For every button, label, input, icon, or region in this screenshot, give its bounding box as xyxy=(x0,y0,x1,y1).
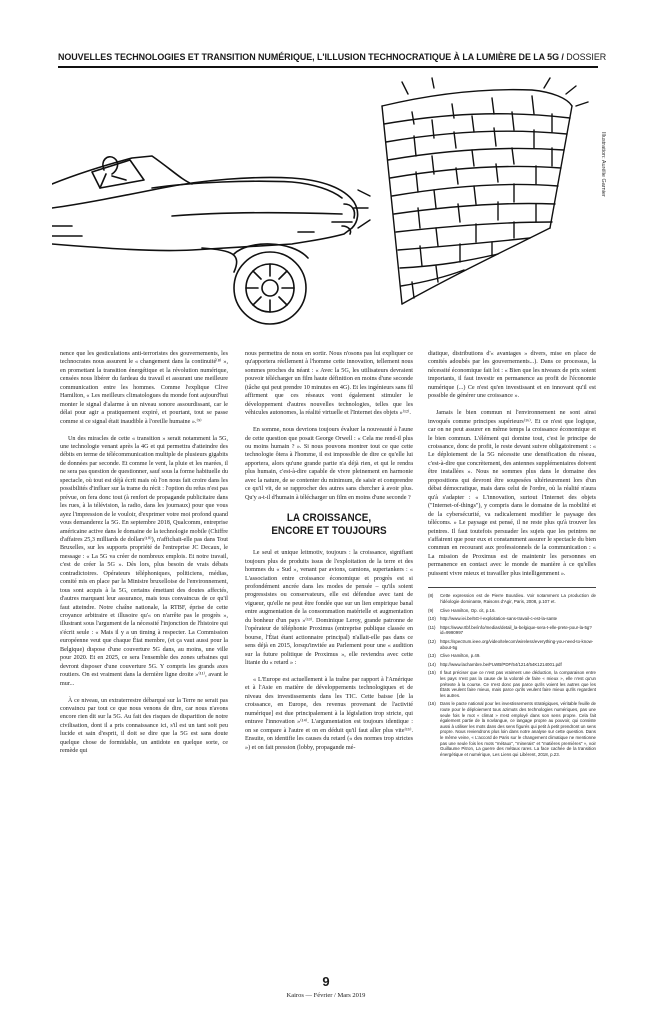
footnote-number: (15) xyxy=(428,670,436,676)
page-number: 9 xyxy=(322,974,330,989)
header-title: NOUVELLES TECHNOLOGIES ET TRANSITION NUMÉRIQUE, L'ILLUSION TECHNOCRATIQUE À LA LUMIÈRE DE LA 5G xyxy=(58,52,559,63)
footnote-text: Clive Hamilton, Op. cit, p.16. xyxy=(440,607,496,613)
footnote-number: (8) xyxy=(428,593,434,599)
col2-paragraph-2: En somme, nous devrions toujours évaluer la nouveauté à l'aune de cette question que posait George Orwell : « Cela me rend-il plus ou moins humain ? ». Si nous pouvons montrer tout ce que cette technologie ôtera à l'homme, il est impossible de dire ce qu'elle lui apportera, alors qu'une grande partie n'a déjà rien, et qui le rendra plus humain, c'est-à-dire capable de vivre pleinement en harmonie avec la nature, de se contenter du minimum, de saisir et comprendre ce qu'il vit, de se rapprocher des autres sans chercher à avoir plus. Qu'y a-t-il d'humain à télécharger un film en moins d'une seconde ? xyxy=(245,427,413,501)
footnote xyxy=(428,608,596,614)
footnote-link[interactable]: http://www.lachambre.be/FLWB/PDF/54/1214/54K1214001.pdf xyxy=(440,661,562,667)
header-section: DOSSIER xyxy=(566,52,607,63)
footnote xyxy=(428,670,596,698)
col2-paragraph-3: Le seul et unique leitmotiv, toujours : la croissance, signifiant toujours plus de produits issus de l'exploitation de la terre et des hommes du « Sud », venant par avions, camions, supertankers : « L'association entre croissance économique et progrès est si profondément ancrée dans les modes de pensée – qu'ils soient progressistes ou conservateurs, elle est défendue avec tant de vigueur, qu'elle ne peut être fondée que sur un lien empirique banal entre augmentation de la consommation matérielle et augmentation du bonheur d'un pays »⁽¹³⁾. Dominique Leroy, grande patronne de l'opérateur de téléphonie Proximus (entreprise publique classée en bourse, l'État étant actionnaire principal) n'allait-elle pas dans ce sens déjà en 2015, lorsqu'invitée au Parlement pour une « audition sur la future politique de Proximus », elle reviendra avec cette litanie du « retard » : xyxy=(245,550,413,667)
footnote-number: (16) xyxy=(428,701,436,707)
footnote xyxy=(428,616,596,622)
col2-paragraph-1: nous permettra de nous en sortir. Nous n'osons pas lui expliquer ce qu'apportera réellement à l'homme cette innovation, tellement nous sommes proches du néant : « Avec la 5G, les utilisateurs devraient pouvoir télécharger un film haute définition en moins d'une seconde (tâche qui peut prendre 10 minutes en 4G). Et les ingénieurs sans fil affirment que ces réseaux vont également stimuler le développement d'autres nouvelles technologies, telles que les véhicules autonomes, la réalité virtuelle et l'Internet des objets »⁽¹²⁾. xyxy=(245,351,413,417)
col2-paragraph-4: « L'Europe est actuellement à la traîne par rapport à l'Amérique et à l'Asie en matière de développements technologiques et de niveau des investissements dans les TIC. Cette baisse [de la croissance, en Europe, des revenus provenant de l'activité numérique] est due principalement à la législation trop stricte, qui entrave l'innovation »⁽¹⁴⁾. L'argumentation est toujours identique : on se compare à l'autre et on en déduit qu'il faut aller plus vite⁽¹⁵⁾. Ensuite, on identifie les causes du retard (« des normes trop strictes ») et on fait pression (lobby, propagande mé- xyxy=(245,676,413,751)
footnote-link[interactable]: https://www.rtbf.be/info/medias/detail_la-belgique-sera-t-elle-prete-pour-la-5g?id=9990997 xyxy=(440,624,592,636)
illustration-credit: Illustration: Aurélie Garnier xyxy=(600,132,606,197)
section-subheading xyxy=(253,512,404,537)
column-2 xyxy=(245,350,413,760)
col1-paragraph-1: nence que les gesticulations anti-terroristes des gouvernements, les technocrates nous assurent le « changement dans la continuité⁽⁸⁾ », en promettant la transition énergétique et la révolution numérique, censées nous libérer du fardeau du travail et assurant une meilleure communication entre les hommes. Comme l'explique Clive Hamilton, « Les meilleurs climatologues du monde font aujourd'hui monter le signal d'alarme à un niveau sonore assourdissant, car le délai pour agir a pratiquement expiré, et pourtant, tout se passe comme si ce signal était inaudible à l'oreille humaine ».⁽⁹⁾ xyxy=(60,351,228,425)
car-and-wall-illustration xyxy=(52,76,600,346)
footnote-number: (14) xyxy=(428,661,436,667)
footnote xyxy=(428,653,596,659)
footnote-text: Cette expression est de Pierre Bourdieu. Voir notamment La production de l'idéologie dominante, Raisons d'Agir, Paris, 2008, p.107 et. xyxy=(440,593,596,605)
footnote-number: (9) xyxy=(428,607,434,613)
header-separator: / xyxy=(558,52,567,63)
footnote xyxy=(428,593,596,604)
footnote xyxy=(428,662,596,668)
publication-footer: Kairos — Février / Mars 2019 xyxy=(286,992,366,999)
subheading-line-2: ENCORE ET TOUJOURS xyxy=(271,524,387,537)
footnote-text: Clive Hamilton, p.49. xyxy=(440,653,481,659)
footnote-number: (12) xyxy=(428,639,436,645)
footnotes xyxy=(428,593,596,757)
col3-paragraph-1: diatique, distributions d'« avantages » divers, mise en place de comités adoubés par les gouvernements...). Dans ce processus, la nécessité économique fait loi : « Bien que les niveaux de prix soient importants, il faut investir en permanence au profit de l'économie numérique (...) Ce n'est qu'en investissant et en innovant qu'il est possible de générer une croissance ». xyxy=(428,351,596,400)
footnote xyxy=(428,701,596,757)
footnote xyxy=(428,639,596,650)
footnote xyxy=(428,625,596,636)
footnote-link[interactable]: https://spectrum.ieee.org/video/telecom/wireless/everything-you-need-to-know-about-5g xyxy=(440,639,594,650)
column-1 xyxy=(60,350,228,764)
col1-paragraph-3: À ce niveau, un extraterrestre débarqué sur la Terre ne serait pas convaincu par tout ce que nous venons de dire, car nous n'avons encore rien dit sur la 5G. Au fait des risques de disparition de notre civilisation, dont il a pris connaissance ici, s'il est un tant soit peu lucide et sain d'esprit, il doit se dire que la 5G est sans doute quelque chose de formidable, un antidote en quelque sorte, ce remède qui xyxy=(60,697,228,755)
header-rule xyxy=(58,66,598,68)
footnote-number: (10) xyxy=(428,616,436,622)
footnotes-rule xyxy=(428,587,596,588)
footnote-text: Il faut préciser que ce n'est pas vraiment une déduction, la comparaison entre les pays n'est pas la cause de la volonté de faire « mieux », elle n'est qu'un prétexte à la course. Ce n'est donc pas parce qu'ils voient les autres que les États veulent faire mieux, mais parce qu'ils veulent faire mieux qu'ils regardent les autres. xyxy=(440,670,596,698)
col3-paragraph-2: Jamais le bien commun ni l'environnement ne sont ainsi invoqués comme principes supérieurs⁽¹⁶⁾. Et ce n'est que logique, car on ne peut assurer en même temps la croissance économique et le bien commun. L'élément qui domine tout, c'est le principe de croissance, donc de profit, le reste devant suivre obligatoirement : « Le déploiement de la 5G nécessite une densification du réseau, c'est-à-dire que concrètement, des antennes supplémentaires doivent être installées ». Nous ne sommes plus dans le domaine des propositions qui devront être soupesées ultérieurement lors d'un débat démocratique, mais dans celui de l'ordre, où la réalité n'aura qu'à s'adapter : « L'innovation, surtout l'Internet des objets ("Internet-of-things"), y compris dans le domaine de la mobilité et de la cybersécurité, va radicalement modifier le paysage des télécoms. » Le paysage est pensé, il ne reste plus qu'à trouver les peintres. Il faut toutefois persuader les sujets que les peintres ne s'affairent que pour eux et constamment assurer le spectacle du bien commun en recourant aux professionnels de la communication : « La mission de Proximus est de maintenir les personnes en permanence en contact avec le monde de manière à ce qu'elles puissent vivre mieux et travailler plus intelligemment ». xyxy=(428,410,596,577)
car-drawing xyxy=(52,156,358,324)
brick-wall-drawing xyxy=(354,78,588,304)
page-header xyxy=(58,52,607,63)
footnote-number: (13) xyxy=(428,653,436,659)
column-3 xyxy=(428,350,596,760)
footnote-text: Dans le pacte national pour les investissements stratégiques, véritable feuille de route pour le déploiement tous azimuts des technologies numériques, pas une seule fois le mot « climat » n'est employé dans son sens propre. Cela fait également partie de la novlangue, ce langage propre au pouvoir, qui consiste aussi à utiliser les mots dans des sens figurés qui petit à petit prendront un sens propre. Nous reviendrons plus loin dans notre analyse sur cette question. Dans le même veine, « L'accord de Paris sur le changement climatique ne mentionne pas une seule fois les mots "métaux", "minerais" et "matières premières" », voir Guillaume Pitron, La guerre des métaux rares. La face cachée de la transition énergétique et numérique, Les Liens qui Libèrent, 2018, p.23. xyxy=(440,701,596,757)
footnote-link[interactable]: http://www.iei.be/5G-l-exploitation-sans-travail-c-est-la-sante xyxy=(440,616,558,622)
col1-paragraph-2: Un des miracles de cette « transition » serait notamment la 5G, une technologie venant après la 4G et qui permettra d'atteindre des débits en terme de télécommunication multiple de plusieurs gigabits de données par seconde. Et comme le vent, la pluie et les marées, il ne sera pas question de questionner, sauf sous la forme habituelle du spectacle, où tout est déjà écrit mais où l'on nous fait croire dans les possibilités d'influer sur la trame du récit : l'option du refus n'est pas prévue, on fera donc tout (à renfort de propagande publicitaire dans les rues, à la télévision, la radio, dans les journaux) pour que vous ayez l'impression de le vouloir, d'exprimer votre moi profond quand vous demanderez la 5G. En septembre 2018, Qualcomm, entreprise américaine active dans le domaine de la technologie mobile (Chiffre d'affaires 25,3 milliards de dollars⁽¹⁰⁾), n'affichait-elle pas dans Tout Bruxelles, sur les supports propriété de l'entreprise JC Decaux, le message : « La 5G va créer de nombreux emplois. Et notre travail, c'est de créer la 5G ». Dès lors, plus besoin de vrais débats contradictoires. Opérateurs téléphoniques, politiciens, médias, comité mis en place par la Ministre bruxelloise de l'environnement, tous sont acquis à la 5G, certains émettant des doutes affectés, d'autres marquant leur assurance, mais tous convaincus de ce qu'il faut atteindre. Notre chaîne nationale, la RTBF, éprise de cette croyance arbitraire et illusoire qu'« on n'arrête pas le progrès », illustrant sous l'argument de la nécessité l'injonction de l'histoire qui s'écrit seule : « Mais il y a un timing à respecter. La Commission européenne veut que chaque État membre, (et ça vaut aussi pour la Belgique) dispose d'une couverture 5G dans, au moins, une ville pour 2020. Et en 2025, ce sera l'ensemble des zones urbaines qui devront disposer d'une couverture 5G. Y compris les grands axes routiers. On est vraiment dans la dernière ligne droite »⁽¹¹⁾, avant le mur... xyxy=(60,435,228,687)
subheading-line-1: LA CROISSANCE, xyxy=(286,512,372,525)
footnote-number: (11) xyxy=(428,624,436,630)
